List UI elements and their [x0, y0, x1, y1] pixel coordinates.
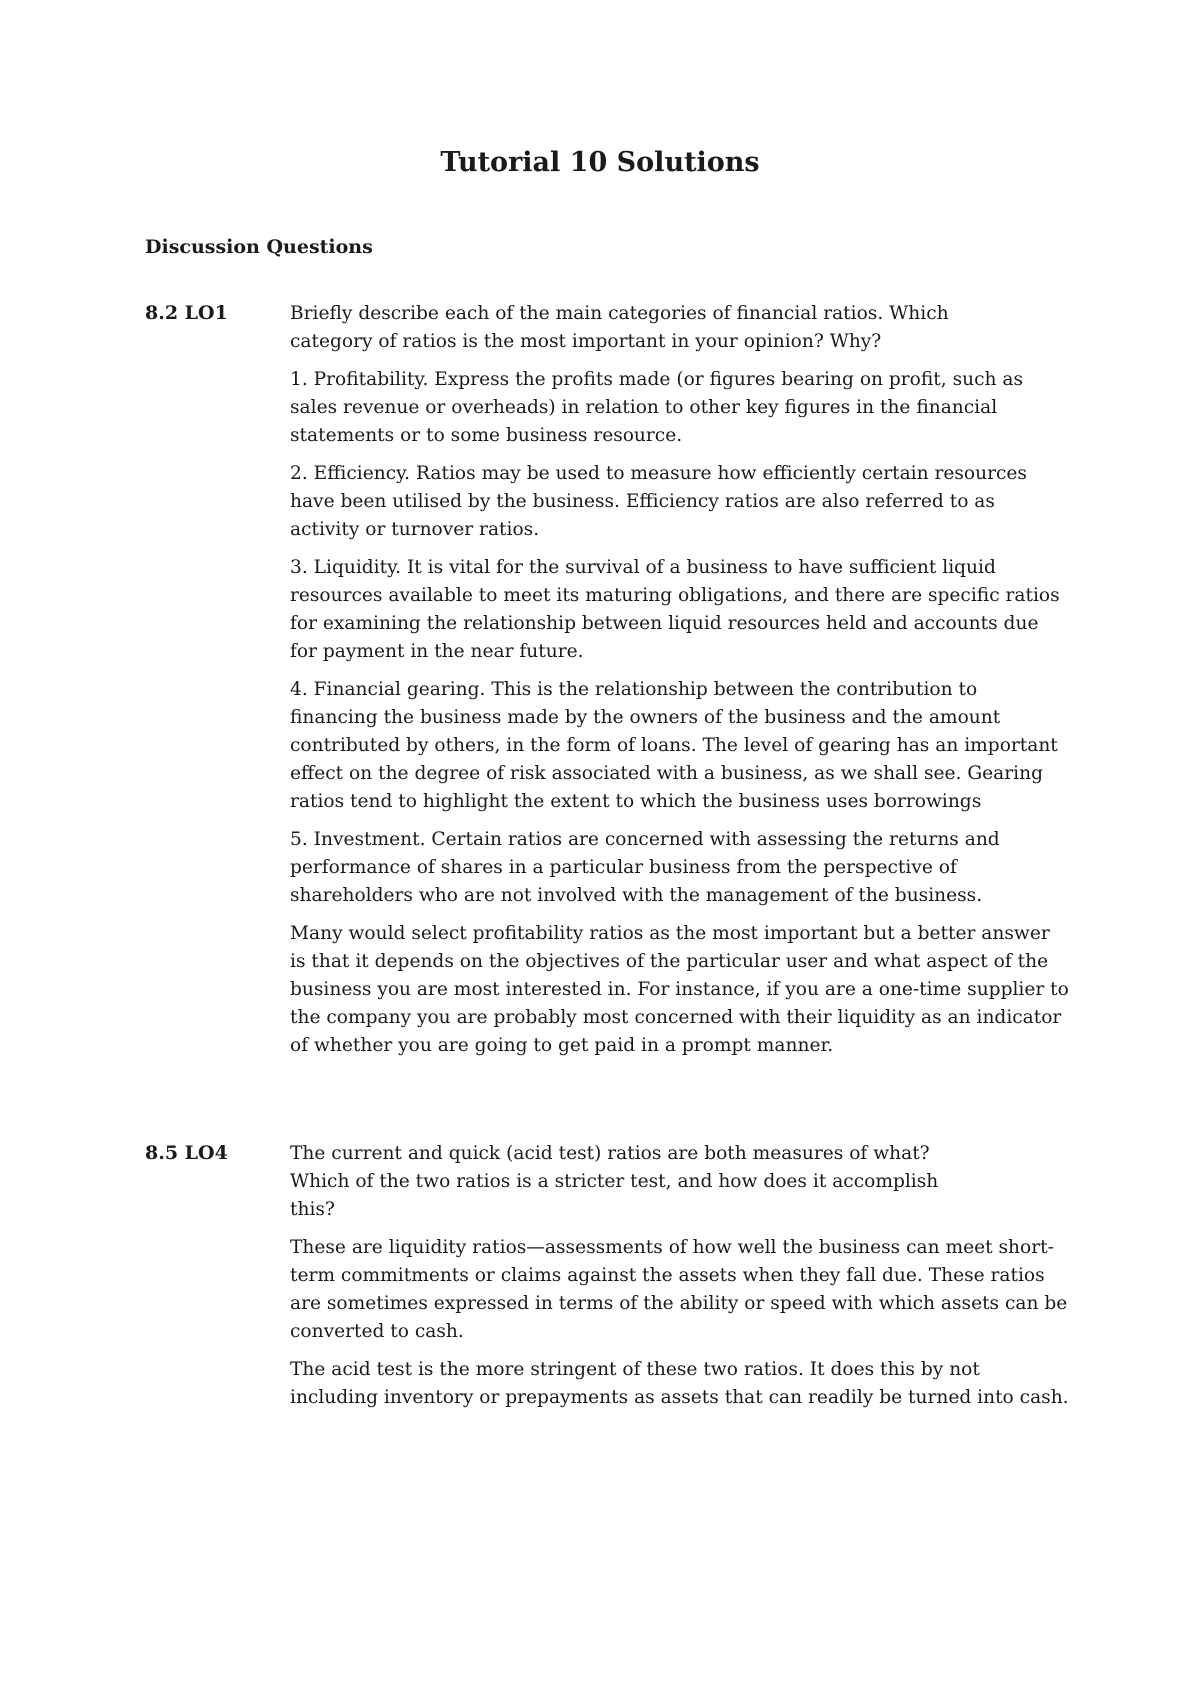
page-title: Tutorial 10 Solutions — [440, 147, 760, 178]
answer-paragraph-investment: 5. Investment. Certain ratios are concerned with assessing the returns and performance of shares in a particular business from the perspective of shareholders who are not involved with the management of the business. — [290, 829, 1000, 906]
question-label-8-5: 8.5 LO4 — [145, 1142, 228, 1164]
answer-paragraph-liquidity: 3. Liquidity. It is vital for the survival of a business to have sufficient liquid resources available to meet its maturing obligations, and there are specific ratios for examining the relationship between liquid resources held and accounts due for payment in the near future. — [290, 557, 1060, 662]
answer-paragraph-financial-gearing: 4. Financial gearing. This is the relationship between the contribution to financing the business made by the owners of the business and the amount contributed by others, in the form of loans. The level of gearing has an important effect on the degree of risk associated with a business, as we shall see. Gearing ratios tend to highlight the extent to which the business uses borrowings — [290, 679, 1058, 812]
answer-paragraph-acid-test: The acid test is the more stringent of these two ratios. It does this by not including inventory or prepayments as assets that can readily be turned into cash. — [290, 1359, 1069, 1408]
question-block-8-2 — [290, 300, 1070, 1070]
question-line: category of ratios is the most important in your opinion? Why? — [290, 331, 882, 352]
question-text — [290, 1140, 1070, 1224]
question-line: Which of the two ratios is a stricter test, and how does it accomplish — [290, 1171, 939, 1192]
question-label-8-2: 8.2 LO1 — [145, 302, 228, 324]
answer-paragraph-efficiency: 2. Efficiency. Ratios may be used to measure how efficiently certain resources have been utilised by the business. Efficiency ratios are also referred to as activity or turnover ratios. — [290, 463, 1027, 540]
question-text — [290, 300, 1070, 356]
question-block-8-5 — [290, 1140, 1070, 1422]
section-heading: Discussion Questions — [145, 236, 373, 258]
answer-paragraph-profitability: 1. Profitability. Express the profits made (or figures bearing on profit, such as sales revenue or overheads) in relation to other key figures in the financial statements or to some business resource. — [290, 369, 1024, 446]
question-line: this? — [290, 1199, 335, 1220]
question-line: Briefly describe each of the main categories of financial ratios. Which — [290, 303, 949, 324]
answer-paragraph-conclusion: Many would select profitability ratios as the most important but a better answer is that it depends on the objectives of the particular user and what aspect of the business you are most interested in. For instance, if you are a one-time supplier to the company you are probably most concerned with their liquidity as an indicator of whether you are going to get paid in a prompt manner. — [290, 923, 1069, 1056]
question-line: The current and quick (acid test) ratios are both measures of what? — [290, 1143, 930, 1164]
answer-paragraph-liquidity-ratios: These are liquidity ratios—assessments of how well the business can meet short-term commitments or claims against the assets when they fall due. These ratios are sometimes expressed in terms of the ability or speed with which assets can be converted to cash. — [290, 1237, 1068, 1342]
